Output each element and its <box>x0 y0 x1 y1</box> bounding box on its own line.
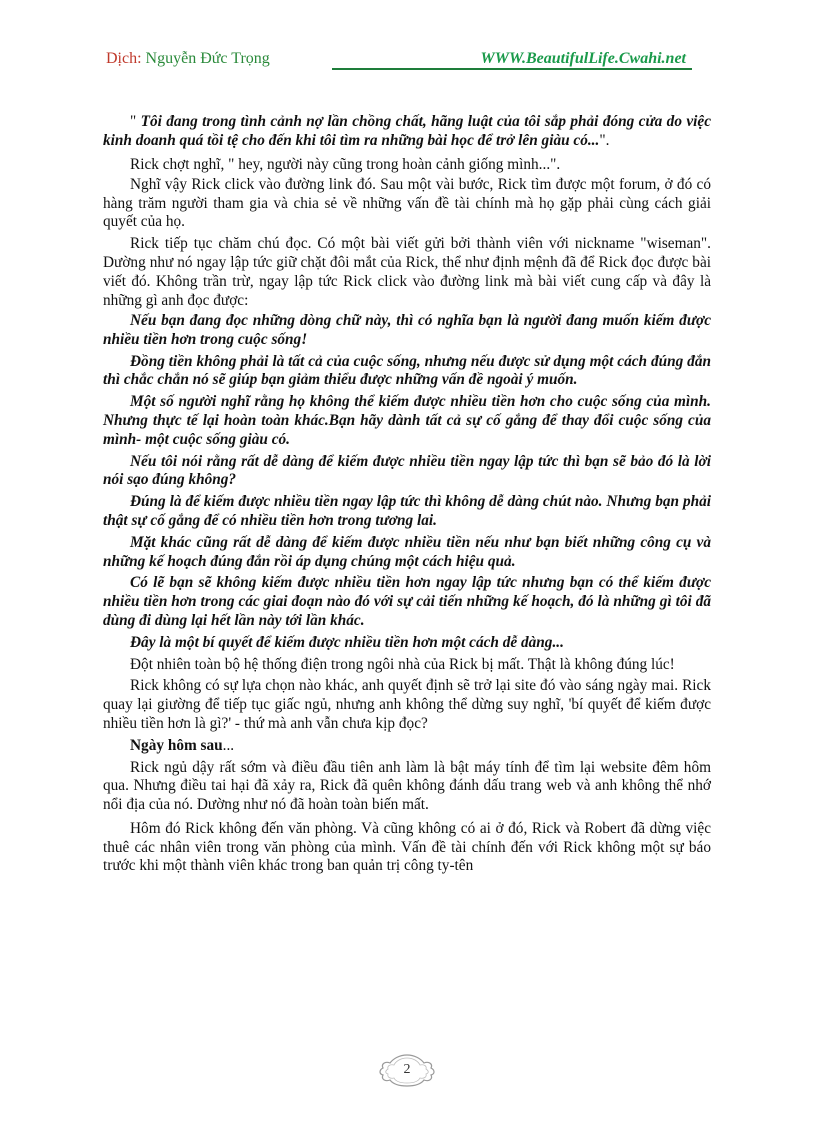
paragraph-emphasis: Đây là một bí quyết để kiếm được nhiều tiền hơn một cách dễ dàng... <box>130 633 564 651</box>
quote-close: ". <box>599 131 610 149</box>
translator-name: Nguyễn Đức Trọng <box>145 50 270 67</box>
translator-label: Dịch: <box>106 50 142 67</box>
page-number-badge <box>377 1053 437 1087</box>
paragraph: Rick tiếp tục chăm chú đọc. Có một bài viết gửi bởi thành viên với nickname "wiseman". Dường như nó ngay lập tức giữ chặt đôi mắt của Rick, thể như định mệnh đã để Rick đọc được bài viết đó. Không trần trừ, ngay lập tức Rick click vào đường link mà bài viết cung cấp và đây là những gì anh đọc được: <box>103 235 711 309</box>
page-number: 2 <box>403 1062 411 1077</box>
paragraph-emphasis: Có lẽ bạn sẽ không kiếm được nhiều tiền hơn ngay lập tức nhưng bạn có thể kiếm được nhiều tiền hơn trong các giai đoạn nào đó với sự cải tiến những kế hoạch, đó là những gì tôi đã dùng đi dùng lại hết lần này tới lần khác. <box>103 574 711 629</box>
quote-open: " <box>130 113 141 130</box>
paragraph: Rick chợt nghĩ, " hey, người này cũng trong hoàn cảnh giống mình...". <box>130 155 561 173</box>
next-day-ellipsis: ... <box>222 736 235 754</box>
paragraph: Đột nhiên toàn bộ hệ thống điện trong ngôi nhà của Rick bị mất. Thật là không đúng lúc! <box>130 655 675 673</box>
translator-credit <box>106 50 270 68</box>
paragraph-emphasis: Đúng là để kiếm được nhiều tiền ngay lập tức thì không dễ dàng chút nào. Nhưng bạn phải thật sự cố gắng để có nhiều tiền hơn trong tương lai. <box>103 493 711 529</box>
website-link[interactable]: WWW.BeautifulLife.Cwahi.net <box>480 50 686 67</box>
paragraph-emphasis: Đồng tiền không phải là tất cả của cuộc sống, nhưng nếu được sử dụng một cách đúng đắn thì chắc chắn nó sẽ giúp bạn giảm thiểu được những vấn đề ngoài ý muốn. <box>103 352 711 389</box>
paragraph: Rick không có sự lựa chọn nào khác, anh quyết định sẽ trở lại site đó vào sáng ngày mai. Rick quay lại giường để tiếp tục giấc ngủ, nhưng anh không thể dừng suy nghĩ, 'bí quyết để kiếm được nhiều tiền hơn là gì?' - thứ mà anh vẫn chưa kịp đọc? <box>103 677 711 732</box>
quote-bold-italic: Tôi đang trong tình cảnh nợ lần chồng chất, hãng luật của tôi sắp phải đóng cửa do việc kinh doanh quá tồi tệ cho đến khi tôi tìm ra những bài học để trở lên giàu có... <box>103 113 711 149</box>
paragraph-emphasis: Nếu bạn đang đọc những dòng chữ này, thì có nghĩa bạn là người đang muốn kiếm được nhiều tiền hơn trong cuộc sống! <box>103 311 711 348</box>
paragraph: Nghĩ vậy Rick click vào đường link đó. Sau một vài bước, Rick tìm được một forum, ở đó có hàng trăm người tham gia và chia sẻ về những vấn đề tài chính mà họ gặp phải cùng cách giải quyết của họ. <box>103 175 711 231</box>
paragraph-next-day <box>103 737 711 756</box>
next-day-heading: Ngày hôm sau <box>130 736 223 754</box>
paragraph-emphasis: Một số người nghĩ rằng họ không thể kiếm được nhiều tiền hơn cho cuộc sống của mình. Nhưng thực tế lại hoàn toàn khác.Bạn hãy dành tất cả sự cố gắng để thay đổi cuộc sống của mình- một cuộc sống giàu có. <box>103 393 711 448</box>
paragraph: Hôm đó Rick không đến văn phòng. Và cũng không có ai ở đó, Rick và Robert đã dừng việc thuê các nhân viên trong văn phòng của mình. Vấn đề tài chính đến với Rick không một sự báo trước khi một thành viên khác trong ban quản trị công ty-tên <box>103 819 711 875</box>
paragraph: Rick ngủ dậy rất sớm và điều đầu tiên anh làm là bật máy tính để tìm lại website đêm hôm qua. Nhưng điều tai hại đã xảy ra, Rick đã quên không đánh dấu trang web và anh không thể nhớ nổi địa của nó. Dường như nó đã hoàn toàn biến mất. <box>103 758 711 814</box>
paragraph-quote <box>103 113 711 151</box>
page-header <box>102 46 692 72</box>
body-text <box>103 113 711 878</box>
paragraph-emphasis: Nếu tôi nói rằng rất dễ dàng để kiếm được nhiều tiền ngay lập tức thì bạn sẽ bảo đó là lời nói sạo đúng không? <box>103 452 711 489</box>
header-rule <box>332 68 692 70</box>
paragraph-emphasis: Mặt khác cũng rất dễ dàng để kiếm được nhiều tiền nếu như bạn biết những công cụ và những kế hoạch đúng đắn rồi áp dụng chúng một cách hiệu quả. <box>103 533 711 570</box>
